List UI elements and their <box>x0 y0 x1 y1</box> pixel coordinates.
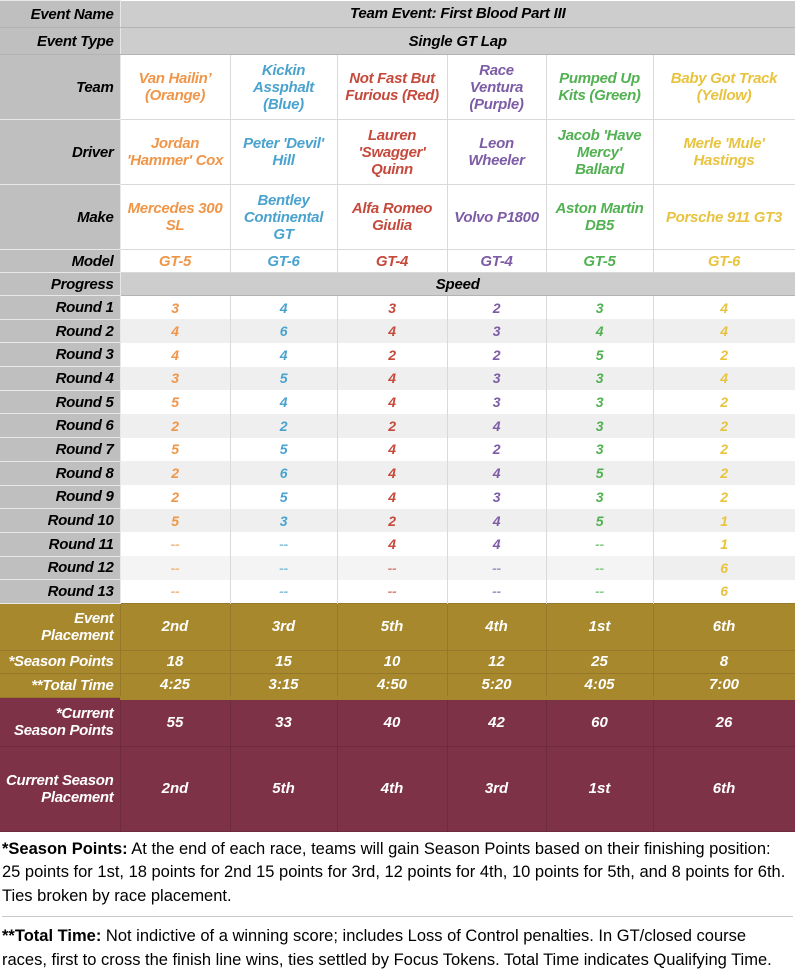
current-season-placement-value: 1st <box>546 746 653 831</box>
current-season-placement-label: Current Season Placement <box>0 746 120 831</box>
current-season-placement-value: 5th <box>230 746 337 831</box>
round-value: 3 <box>230 509 337 533</box>
round-value: 2 <box>653 343 795 367</box>
progress-metric: Speed <box>120 273 795 296</box>
total-time-value: 7:00 <box>653 673 795 698</box>
round-label: Round 9 <box>0 485 120 509</box>
round-label: Round 8 <box>0 461 120 485</box>
round-value: 6 <box>230 319 337 343</box>
round-label: Round 10 <box>0 509 120 533</box>
placement-value: 6th <box>653 603 795 650</box>
round-value: 5 <box>120 438 230 462</box>
round-value: 2 <box>653 438 795 462</box>
round-value: 4 <box>120 343 230 367</box>
team-name: Baby Got Track (Yellow) <box>653 55 795 120</box>
round-row <box>0 461 795 485</box>
placement-value: 4th <box>447 603 546 650</box>
car-model: GT-5 <box>120 250 230 273</box>
footnote-lead: **Total Time: <box>2 927 102 946</box>
round-value: 4 <box>337 461 447 485</box>
round-value: 2 <box>447 296 546 320</box>
round-value: 3 <box>546 367 653 391</box>
team-name: Pumped Up Kits (Green) <box>546 55 653 120</box>
round-value: 4 <box>230 296 337 320</box>
rounds-section <box>0 296 795 604</box>
round-value: 3 <box>546 414 653 438</box>
round-value: 2 <box>653 414 795 438</box>
round-value: 4 <box>653 296 795 320</box>
current-season-placement-value: 2nd <box>120 746 230 831</box>
round-value: 5 <box>546 509 653 533</box>
current-season-points-value: 26 <box>653 698 795 747</box>
season-points-value: 25 <box>546 650 653 673</box>
round-value: 3 <box>120 367 230 391</box>
round-value: 1 <box>653 509 795 533</box>
current-season-points-value: 42 <box>447 698 546 747</box>
season-points-value: 10 <box>337 650 447 673</box>
round-row <box>0 532 795 556</box>
round-value: 4 <box>546 319 653 343</box>
total-time-value: 4:05 <box>546 673 653 698</box>
event-name-value: Team Event: First Blood Part III <box>120 1 795 28</box>
round-value: 4 <box>230 343 337 367</box>
current-season-placement-value: 6th <box>653 746 795 831</box>
round-value: 6 <box>653 580 795 604</box>
driver-row <box>0 120 795 185</box>
placement-value: 1st <box>546 603 653 650</box>
current-season-points-value: 40 <box>337 698 447 747</box>
event-name-row <box>0 1 795 28</box>
placement-value: 2nd <box>120 603 230 650</box>
season-points-label: *Season Points <box>0 650 120 673</box>
round-value: 6 <box>230 461 337 485</box>
round-value: 4 <box>447 532 546 556</box>
total-time-label: **Total Time <box>0 673 120 698</box>
round-row <box>0 296 795 320</box>
car-model: GT-6 <box>653 250 795 273</box>
round-value: 4 <box>337 319 447 343</box>
round-value: 4 <box>337 367 447 391</box>
round-value: 3 <box>447 367 546 391</box>
round-value: 2 <box>447 438 546 462</box>
current-season-points-row <box>0 698 795 747</box>
round-value: -- <box>447 556 546 580</box>
event-name-label: Event Name <box>0 1 120 28</box>
round-label: Round 2 <box>0 319 120 343</box>
round-value: 5 <box>230 438 337 462</box>
footnote-text: At the end of each race, teams will gain Season Points based on their finishing position: 25 points for 1st, 18 points for 2nd 15 points for 3rd, 12 points for 4th, 10 points for 5th, and 8 points for 6th. Ties broken by race placement. <box>2 839 786 905</box>
season-points-footnote <box>2 838 793 908</box>
driver-row-label: Driver <box>0 120 120 185</box>
round-row <box>0 390 795 414</box>
placement-value: 3rd <box>230 603 337 650</box>
round-value: -- <box>447 580 546 604</box>
round-value: -- <box>230 532 337 556</box>
team-row <box>0 55 795 120</box>
round-value: 4 <box>337 390 447 414</box>
progress-row-label: Progress <box>0 273 120 296</box>
car-model: GT-5 <box>546 250 653 273</box>
round-value: -- <box>230 556 337 580</box>
car-make: Porsche 911 GT3 <box>653 185 795 250</box>
round-label: Round 13 <box>0 580 120 604</box>
round-value: -- <box>230 580 337 604</box>
round-value: 2 <box>337 343 447 367</box>
footnotes <box>0 832 795 972</box>
event-placement-label: Event Placement <box>0 603 120 650</box>
season-points-value: 18 <box>120 650 230 673</box>
round-label: Round 5 <box>0 390 120 414</box>
round-value: -- <box>546 580 653 604</box>
total-time-value: 4:50 <box>337 673 447 698</box>
round-label: Round 4 <box>0 367 120 391</box>
round-value: 3 <box>120 296 230 320</box>
current-season-placement-value: 4th <box>337 746 447 831</box>
round-value: 4 <box>337 438 447 462</box>
round-value: -- <box>120 556 230 580</box>
round-value: 3 <box>546 438 653 462</box>
round-row <box>0 509 795 533</box>
car-model: GT-4 <box>337 250 447 273</box>
driver-name: Jacob 'Have Mercy' Ballard <box>546 120 653 185</box>
round-label: Round 1 <box>0 296 120 320</box>
driver-name: Leon Wheeler <box>447 120 546 185</box>
round-value: 2 <box>120 414 230 438</box>
event-type-value: Single GT Lap <box>120 28 795 55</box>
team-name: Van Hailin’ (Orange) <box>120 55 230 120</box>
total-time-footnote <box>2 925 793 972</box>
round-row <box>0 367 795 391</box>
total-time-value: 3:15 <box>230 673 337 698</box>
team-row-label: Team <box>0 55 120 120</box>
round-label: Round 6 <box>0 414 120 438</box>
round-value: 5 <box>230 485 337 509</box>
footnote-lead: *Season Points: <box>2 839 128 858</box>
footnote-text: Not indictive of a winning score; includes Loss of Control penalties. In GT/closed course races, first to cross the finish line wins, ties settled by Focus Tokens. Total Time indicates Qualifying Time. <box>2 927 772 969</box>
season-points-value: 15 <box>230 650 337 673</box>
round-value: 2 <box>653 390 795 414</box>
round-value: 2 <box>447 343 546 367</box>
car-make: Mercedes 300 SL <box>120 185 230 250</box>
round-value: 4 <box>230 390 337 414</box>
team-name: Kickin Assphalt (Blue) <box>230 55 337 120</box>
driver-name: Jordan 'Hammer' Cox <box>120 120 230 185</box>
round-value: 5 <box>120 390 230 414</box>
round-label: Round 12 <box>0 556 120 580</box>
round-value: 4 <box>653 319 795 343</box>
round-value: 2 <box>337 509 447 533</box>
round-value: 2 <box>653 461 795 485</box>
round-value: 4 <box>120 319 230 343</box>
round-value: 4 <box>337 485 447 509</box>
driver-name: Merle 'Mule' Hastings <box>653 120 795 185</box>
round-value: -- <box>546 556 653 580</box>
round-value: 3 <box>447 319 546 343</box>
round-value: 5 <box>120 509 230 533</box>
round-value: 3 <box>337 296 447 320</box>
event-type-row <box>0 28 795 55</box>
footnote-divider <box>2 916 793 917</box>
car-model: GT-6 <box>230 250 337 273</box>
season-points-value: 12 <box>447 650 546 673</box>
round-value: 2 <box>653 485 795 509</box>
progress-row <box>0 273 795 296</box>
round-value: 4 <box>447 509 546 533</box>
round-value: -- <box>546 532 653 556</box>
current-season-points-value: 55 <box>120 698 230 747</box>
team-name: Race Ventura (Purple) <box>447 55 546 120</box>
round-value: 2 <box>230 414 337 438</box>
current-season-points-label: *Current Season Points <box>0 698 120 747</box>
round-label: Round 11 <box>0 532 120 556</box>
round-value: -- <box>337 580 447 604</box>
round-label: Round 3 <box>0 343 120 367</box>
total-time-value: 5:20 <box>447 673 546 698</box>
round-value: 4 <box>653 367 795 391</box>
round-value: 3 <box>546 296 653 320</box>
make-row <box>0 185 795 250</box>
event-placement-row <box>0 603 795 650</box>
car-make: Aston Martin DB5 <box>546 185 653 250</box>
current-season-points-value: 33 <box>230 698 337 747</box>
round-value: 5 <box>546 343 653 367</box>
round-value: 2 <box>337 414 447 438</box>
round-value: 3 <box>447 390 546 414</box>
round-value: 4 <box>447 461 546 485</box>
round-value: -- <box>120 532 230 556</box>
season-points-value: 8 <box>653 650 795 673</box>
driver-name: Peter 'Devil' Hill <box>230 120 337 185</box>
current-season-points-value: 60 <box>546 698 653 747</box>
round-row <box>0 485 795 509</box>
car-make: Bentley Continental GT <box>230 185 337 250</box>
round-row <box>0 414 795 438</box>
round-row <box>0 438 795 462</box>
round-value: 3 <box>546 390 653 414</box>
round-value: 4 <box>447 414 546 438</box>
round-value: 2 <box>120 485 230 509</box>
round-row <box>0 343 795 367</box>
total-time-row <box>0 673 795 698</box>
total-time-value: 4:25 <box>120 673 230 698</box>
season-points-row <box>0 650 795 673</box>
round-value: 4 <box>337 532 447 556</box>
round-value: 3 <box>546 485 653 509</box>
current-season-placement-row <box>0 746 795 831</box>
model-row <box>0 250 795 273</box>
round-value: -- <box>337 556 447 580</box>
round-value: 6 <box>653 556 795 580</box>
make-row-label: Make <box>0 185 120 250</box>
round-value: -- <box>120 580 230 604</box>
team-name: Not Fast But Furious (Red) <box>337 55 447 120</box>
round-value: 2 <box>120 461 230 485</box>
event-type-label: Event Type <box>0 28 120 55</box>
round-value: 3 <box>447 485 546 509</box>
round-row <box>0 580 795 604</box>
car-make: Volvo P1800 <box>447 185 546 250</box>
model-row-label: Model <box>0 250 120 273</box>
car-model: GT-4 <box>447 250 546 273</box>
round-value: 5 <box>546 461 653 485</box>
placement-value: 5th <box>337 603 447 650</box>
driver-name: Lauren 'Swagger' Quinn <box>337 120 447 185</box>
round-value: 1 <box>653 532 795 556</box>
round-row <box>0 319 795 343</box>
car-make: Alfa Romeo Giulia <box>337 185 447 250</box>
round-row <box>0 556 795 580</box>
round-value: 5 <box>230 367 337 391</box>
round-label: Round 7 <box>0 438 120 462</box>
current-season-placement-value: 3rd <box>447 746 546 831</box>
